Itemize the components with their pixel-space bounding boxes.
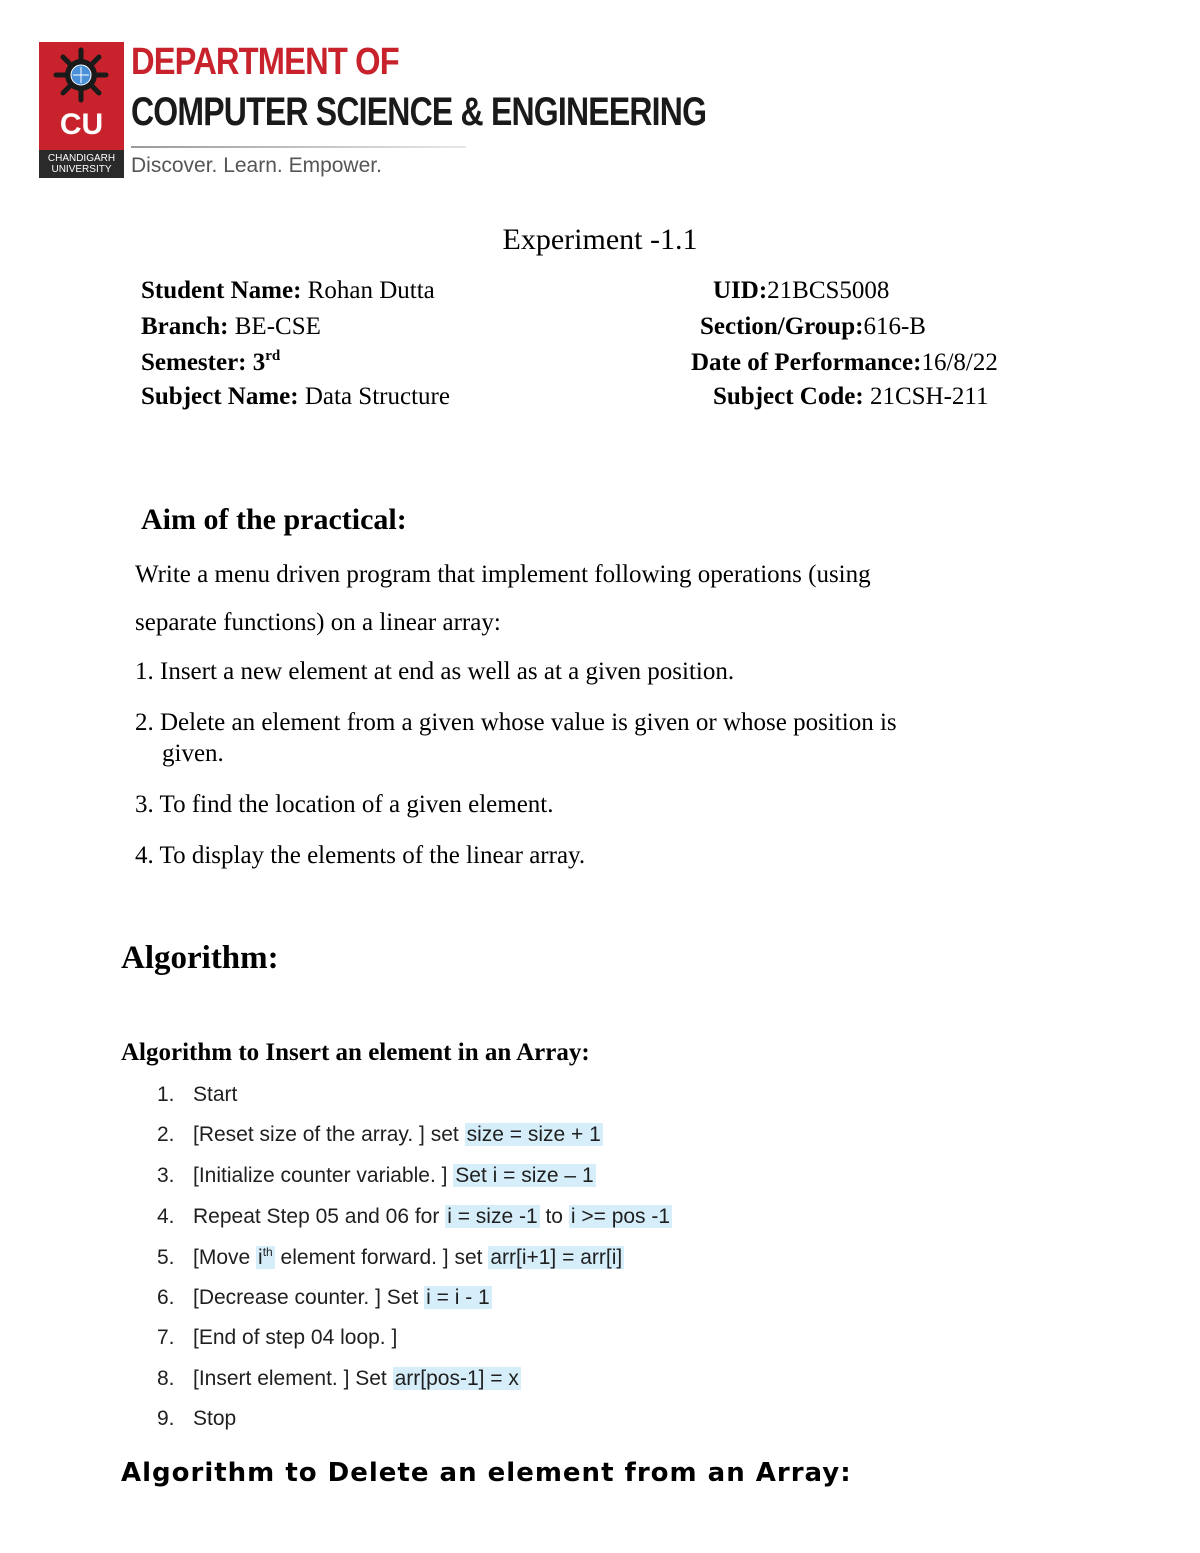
code-highlight: arr[i+1] = arr[i] (490, 1246, 623, 1269)
step-5: 5. [Move $i^{th}$ element forward. ] set arr[i+1] = arr[i] (157, 1245, 623, 1269)
date-row: Date of Performance:16/8/22 (691, 349, 998, 376)
code-highlight: i >= pos -1 (570, 1205, 671, 1228)
experiment-title: Experiment -1.1 (502, 223, 698, 256)
code-highlight: $i^{th}$ (258, 1245, 273, 1269)
student-name: Rohan Dutta (301, 277, 435, 304)
subject-code-row: Subject Code: 21CSH-211 (713, 383, 989, 410)
logo-university-text: CHANDIGARH UNIVERSITY (39, 150, 124, 178)
department-title-line1: DEPARTMENT OF (131, 41, 399, 83)
step-1: 1. Start (157, 1083, 238, 1106)
code-highlight: Set i = size – 1 (455, 1164, 594, 1187)
gear-emblem-icon (39, 42, 124, 112)
section-row: Section/Group:616-B (700, 313, 926, 340)
step-9: 9. Stop (157, 1407, 237, 1430)
step-6: 6. [Decrease counter. ] Set i = i - 1 (157, 1286, 490, 1309)
step-3: 3. [Initialize counter variable. ] Set i = size – 1 (157, 1164, 594, 1187)
aim-line-2: separate functions) on a linear array: (135, 609, 501, 636)
aim-heading: Aim of the practical: (141, 503, 407, 536)
step-8: 8. [Insert element. ] Set arr[pos-1] = x (157, 1367, 519, 1390)
tagline: Discover. Learn. Empower. (131, 154, 382, 177)
step-7: 7. [End of step 04 loop. ] (157, 1326, 398, 1349)
header-divider (131, 146, 466, 148)
semester-row: Semester: 3rd (141, 348, 281, 376)
section-value: 616-B (863, 313, 926, 340)
logo-cu-text: CU (59, 108, 104, 141)
aim-item-1: 1. Insert a new element at end as well as at a given position. (135, 658, 735, 685)
subject-name-row: Subject Name: Data Structure (141, 383, 450, 410)
aim-line-1: Write a menu driven program that implement following operations (using (135, 561, 871, 588)
code-highlight: i = size -1 (447, 1205, 538, 1228)
university-logo (39, 42, 124, 178)
branch-row: Branch: BE-CSE (141, 313, 321, 340)
uid-value: 21BCS5008 (767, 277, 890, 304)
code-highlight: arr[pos-1] = x (394, 1367, 519, 1390)
aim-item-2: 2. Delete an element from a given whose value is given or whose position is (135, 709, 897, 736)
subject-code-value: 21CSH-211 (863, 383, 989, 410)
date-value: 16/8/22 (921, 349, 998, 376)
aim-item-2-cont: given. (162, 740, 224, 767)
insert-algorithm-heading: Algorithm to Insert an element in an Array: (121, 1039, 590, 1066)
step-4: 4. Repeat Step 05 and 06 for i = size -1 to i >= pos -1 (157, 1205, 671, 1228)
code-highlight: size = size + 1 (466, 1123, 601, 1146)
delete-algorithm-heading: Algorithm to Delete an element from an Array: (121, 1458, 852, 1488)
subject-name-value: Data Structure (298, 383, 450, 410)
uid-row: UID:21BCS5008 (713, 277, 890, 304)
aim-item-3: 3. To find the location of a given element. (135, 791, 554, 818)
code-highlight: i = i - 1 (426, 1286, 490, 1309)
student-name-row: Student Name: Rohan Dutta (141, 277, 435, 304)
algorithm-heading: Algorithm: (121, 940, 279, 976)
department-title-line2: COMPUTER SCIENCE & ENGINEERING (131, 90, 707, 134)
step-2: 2. [Reset size of the array. ] set size = size + 1 (157, 1123, 601, 1146)
aim-item-4: 4. To display the elements of the linear array. (135, 842, 586, 869)
branch-value: BE-CSE (228, 313, 321, 340)
logo-emblem (39, 42, 124, 150)
